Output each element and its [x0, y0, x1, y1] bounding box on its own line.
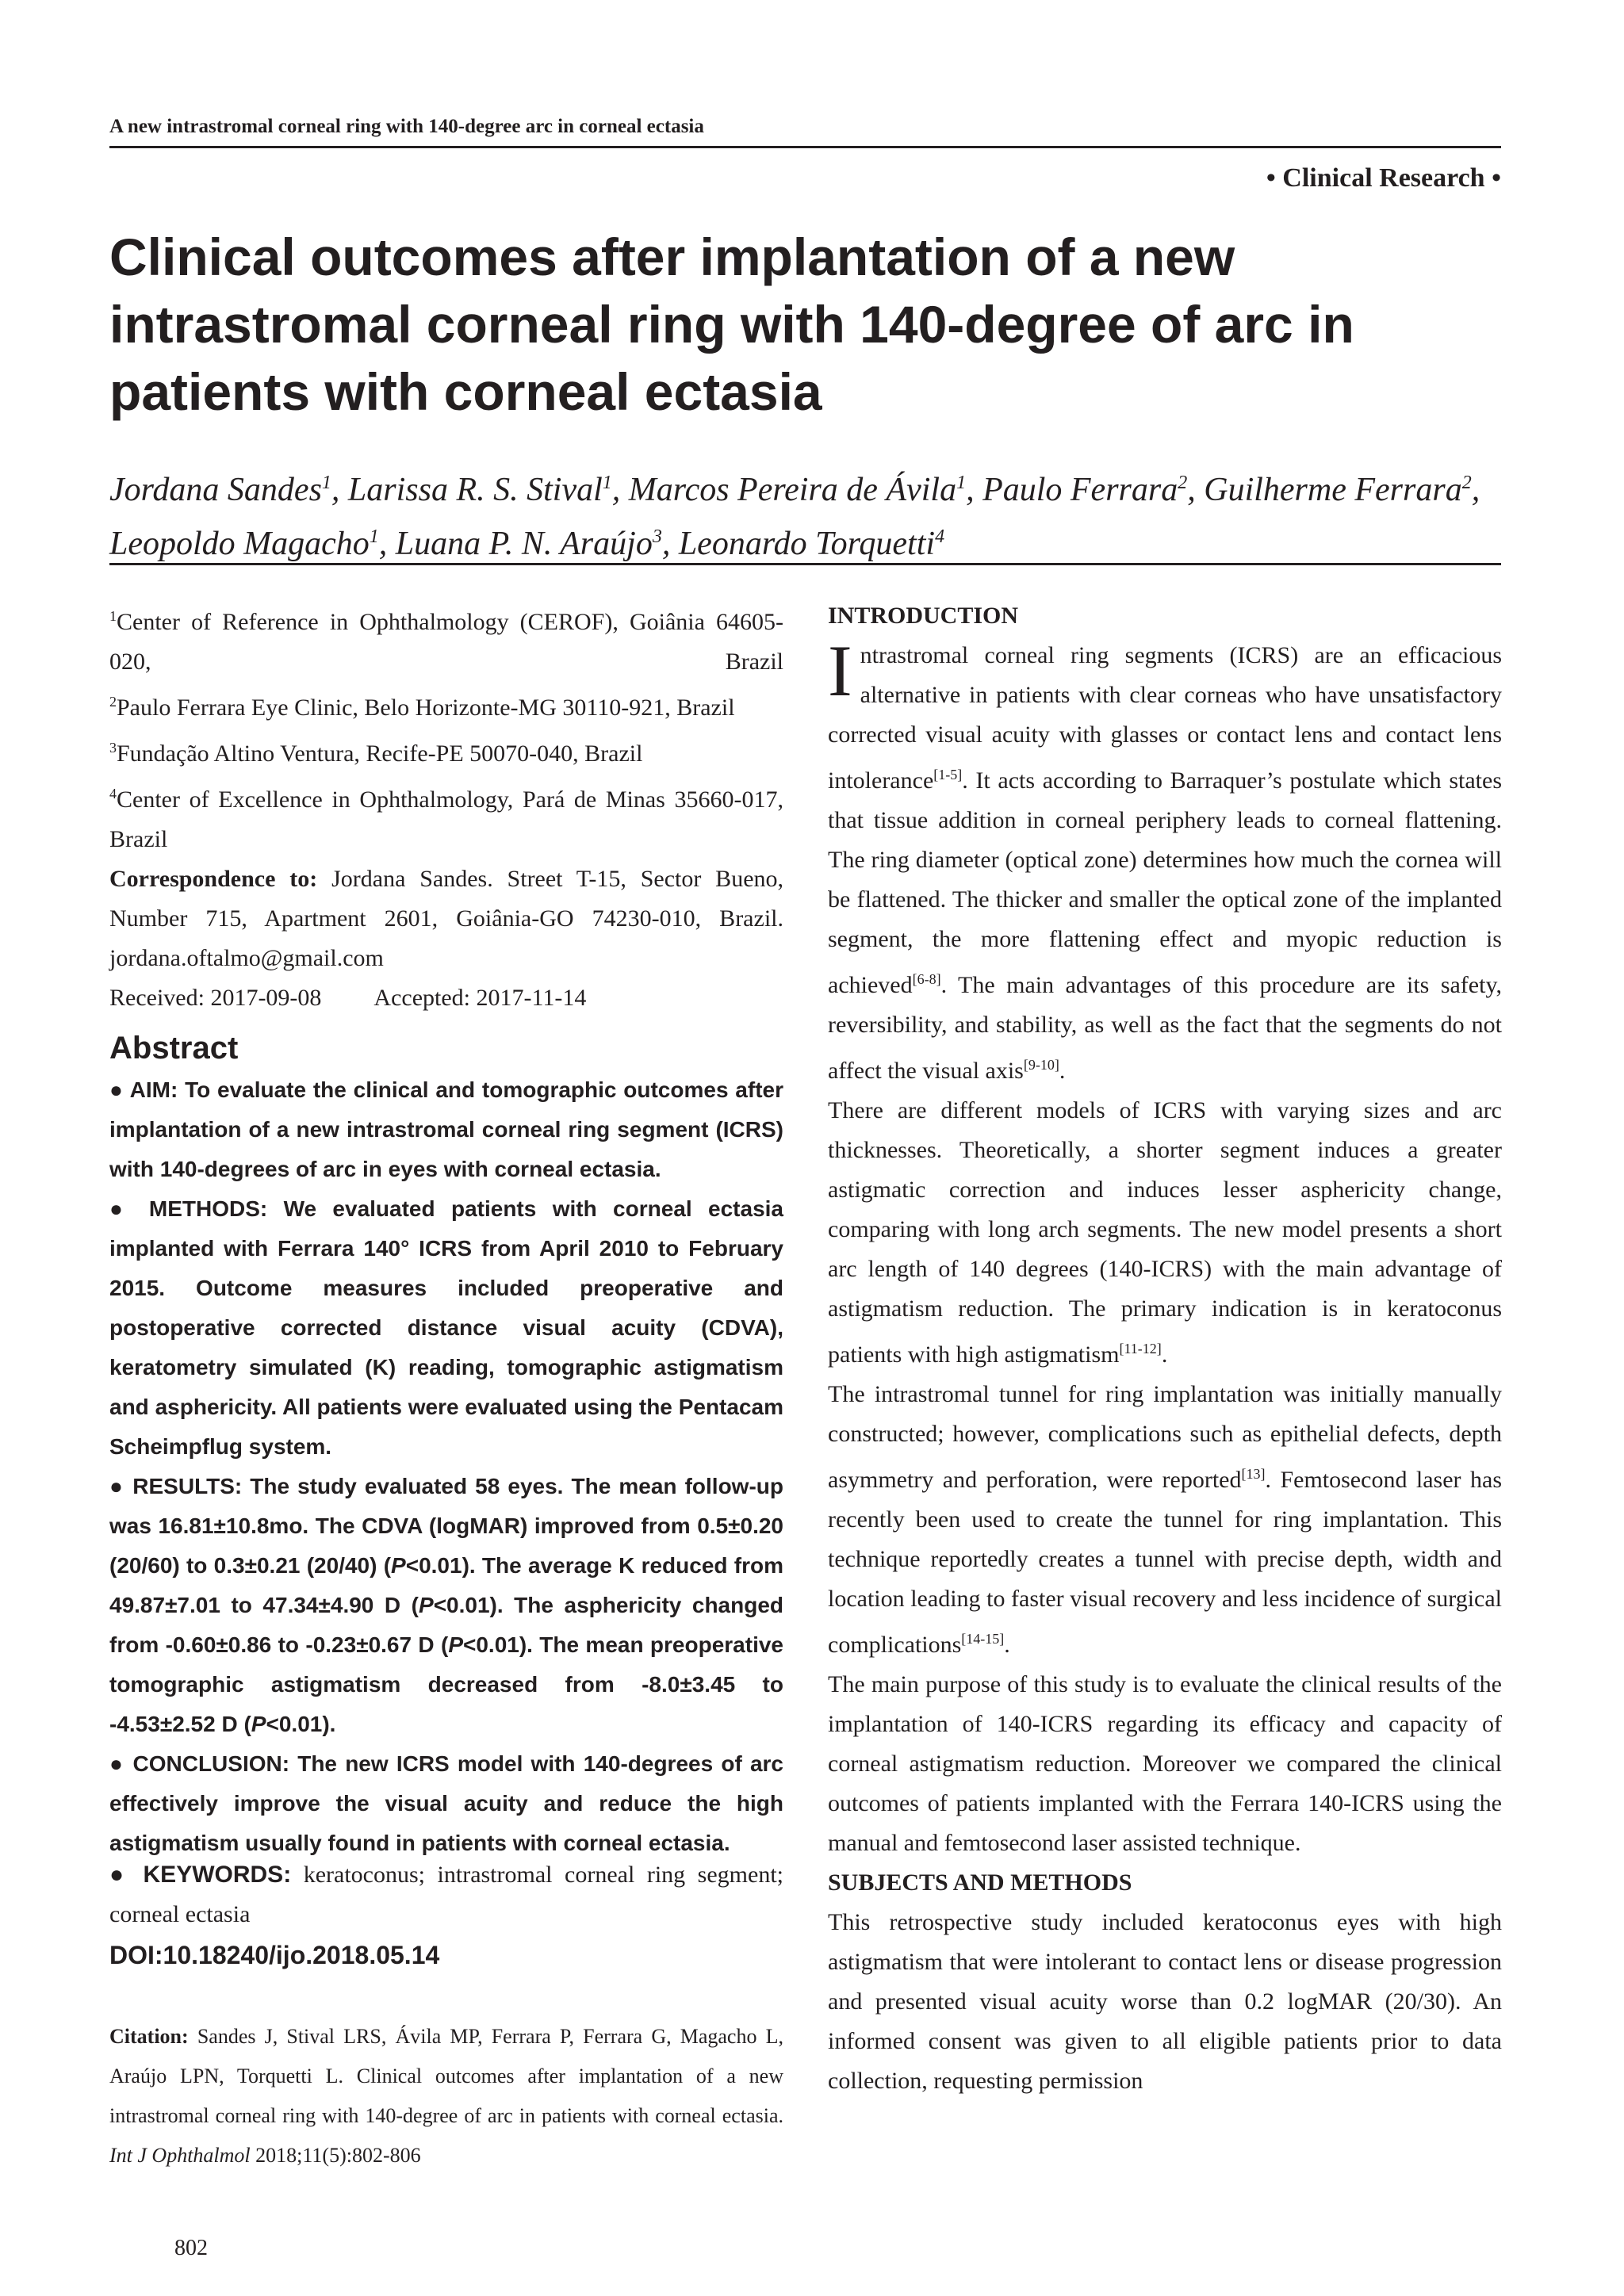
author-affiliation-mark: 3 [652, 526, 662, 547]
abstract-body [109, 1070, 783, 1863]
author-affiliation-mark: 1 [602, 473, 612, 493]
author-affiliation-mark: 1 [321, 473, 331, 493]
citation: Citation: Sandes J, Stival LRS, Ávila MP, Ferrara P, Ferrara G, Magacho L, Araújo LPN, Torquetti L. Clinical outcomes after implantation of a new intrastromal corneal ring with 140-degree of arc in patients with corneal ectasia. Int J Ophthalmol 2018;11(5):802-806 [109, 2025, 783, 2167]
article-title: Clinical outcomes after implantation of a new intrastromal corneal ring with 140-degree of arc in patients with corneal ectasia [109, 228, 1354, 421]
author-name: Luana P. N. Araújo [395, 526, 653, 562]
abstract-heading: Abstract [109, 1031, 239, 1066]
paragraph: The intrastromal tunnel for ring implantation was initially manually constructed; however, complications such as epithelial defects, depth asymmetry and perforation, were reported[13]. Femtosecond laser has recently been used to create the tunnel for ring implantation. This technique reportedly creates a tunnel with precise depth, width and location leading to faster visual recovery and less incidence of surgical complications[14-15]. [828, 1381, 1502, 1658]
affiliation: $^2$Paulo Ferrara Eye Clinic, Belo Horizonte-MG 30110-921, Brazil [109, 694, 735, 721]
authors-rule [109, 563, 1501, 565]
affiliation: $^1$Center of Reference in Ophthalmology (CEROF), Goiânia 64605-020, Brazil [109, 608, 783, 675]
keywords: ● KEYWORDS: keratoconus; intrastromal corneal ring segment; corneal ectasia [109, 1862, 783, 1927]
paragraph: The main purpose of this study is to evaluate the clinical results of the implantation of 140-ICRS regarding its efficacy and capacity of corneal astigmatism reduction. Moreover we compared the clinical outcomes of patients implanted with the Ferrara 140-ICRS using the manual and femtosecond laser assisted technique. [828, 1671, 1502, 1856]
abstract-aim: ● AIM: To evaluate the clinical and tomographic outcomes after implantation of a new intrastromal corneal ring segment (ICRS) with 140-degrees of arc in eyes with corneal ectasia. [109, 1077, 783, 1181]
section-label: • Clinical Research • [1266, 163, 1501, 193]
author-name: Larissa R. S. Stival [347, 472, 603, 508]
paragraph: There are different models of ICRS with varying sizes and arc thicknesses. Theoretically, a shorter segment induces a greater astigmatic correction and induces lesser asphericity change, comparing with long arch segments. The new model presents a short arc length of 140 degrees (140-ICRS) with the main advantage of astigmatism reduction. The primary indication is in keratoconus patients with high astigmatism[11-12]. [828, 1097, 1502, 1368]
abstract-conclusion: ● CONCLUSION: The new ICRS model with 140-degrees of arc effectively improve the visual acuity and reduce the high astigmatism usually found in patients with corneal ectasia. [109, 1751, 783, 1855]
author-affiliation-mark: 1 [956, 473, 967, 493]
introduction-heading: INTRODUCTION [828, 603, 1019, 629]
paragraph: Intrastromal corneal ring segments (ICRS) are an efficacious alternative in patients with clear corneas who have unsatisfactory corrected visual acuity with glasses or contact lens and contact lens intolerance[1-5]. It acts according to Barraquer’s postulate which states that tissue addition in corneal periphery leads to corneal flattening. The ring diameter (optical zone) determines how much the cornea will be flattened. The thicker and smaller the optical zone of the implanted segment, the more flattening effect and myopic reduction is achieved[6-8]. The main advantages of this procedure are its safety, reversibility, and stability, as well as the fact that the segments do not affect the visual axis[9-10]. [828, 630, 1502, 1084]
author-affiliation-mark: 1 [369, 526, 379, 547]
author-list: Jordana Sandes$^1$, Larissa R. S. Stival$^1$, Marcos Pereira de Ávila$^1$, Paulo Ferrara$^2$, Guilherme Ferrara$^2$, Leopoldo Magacho$^1$, Luana P. N. Araújo$^3$, Leonardo Torquetti$^4$ [109, 472, 1480, 562]
author-affiliation-mark: 2 [1461, 473, 1472, 493]
paragraph: This retrospective study included keratoconus eyes with high astigmatism that were intolerant to contact lens or disease progression and presented visual acuity worse than 0.2 logMAR (20/30). An informed consent was given to all eligible patients prior to data collection, requesting permission [828, 1909, 1502, 2094]
body-text [828, 596, 1502, 2101]
front-matter [109, 596, 783, 1018]
header-rule [109, 146, 1501, 148]
author-affiliation-mark: 2 [1178, 473, 1188, 493]
abstract-methods: ● METHODS: We evaluated patients with corneal ectasia implanted with Ferrara 140° ICRS from April 2010 to February 2015. Outcome measures included preoperative and postoperative corrected distance visual acuity (CDVA), keratometry simulated (K) reading, tomographic astigmatism and asphericity. All patients were evaluated using the Pentacam Scheimpflug system. [109, 1196, 783, 1459]
methods-heading: SUBJECTS AND METHODS [828, 1869, 1132, 1896]
running-header: A new intrastromal corneal ring with 140-degree arc in corneal ectasia [109, 116, 704, 137]
author-name: Leonardo Torquetti [678, 526, 936, 562]
author-affiliation-mark: 4 [935, 526, 945, 547]
dates [109, 978, 783, 1018]
drop-cap: I [828, 630, 852, 711]
author-name: Paulo Ferrara [982, 472, 1178, 508]
received-date: Received: 2017-09-08 [109, 985, 322, 1011]
affiliation: $^4$Center of Excellence in Ophthalmology, Pará de Minas 35660-017, Brazil [109, 786, 783, 852]
author-name: Marcos Pereira de Ávila [628, 472, 957, 508]
author-name: Guilherme Ferrara [1204, 472, 1462, 508]
author-name: Jordana Sandes [109, 472, 322, 508]
page-number: 802 [174, 2236, 208, 2260]
abstract-results: ● RESULTS: The study evaluated 58 eyes. The mean follow-up was 16.81±10.8mo. The CDVA (logMAR) improved from 0.5±0.20 (20/60) to 0.3±0.21 (20/40) (P<0.01). The average K reduced from 49.87±7.01 to 47.34±4.90 D (P<0.01). The asphericity changed from -0.60±0.86 to -0.23±0.67 D (P<0.01). The mean preoperative tomographic astigmatism decreased from -8.0±3.45 to -4.53±2.52 D (P<0.01). [109, 1474, 784, 1736]
affiliation: $^3$Fundação Altino Ventura, Recife-PE 50070-040, Brazil [109, 740, 643, 767]
author-name: Leopoldo Magacho [109, 526, 370, 562]
correspondence: Correspondence to: Jordana Sandes. Street T-15, Sector Bueno, Number 715, Apartment 2601, Goiânia-GO 74230-010, Brazil. jordana.oftalmo@gmail.com [109, 866, 784, 971]
doi: DOI:10.18240/ijo.2018.05.14 [109, 1941, 440, 1969]
accepted-date: Accepted: 2017-11-14 [373, 985, 587, 1011]
